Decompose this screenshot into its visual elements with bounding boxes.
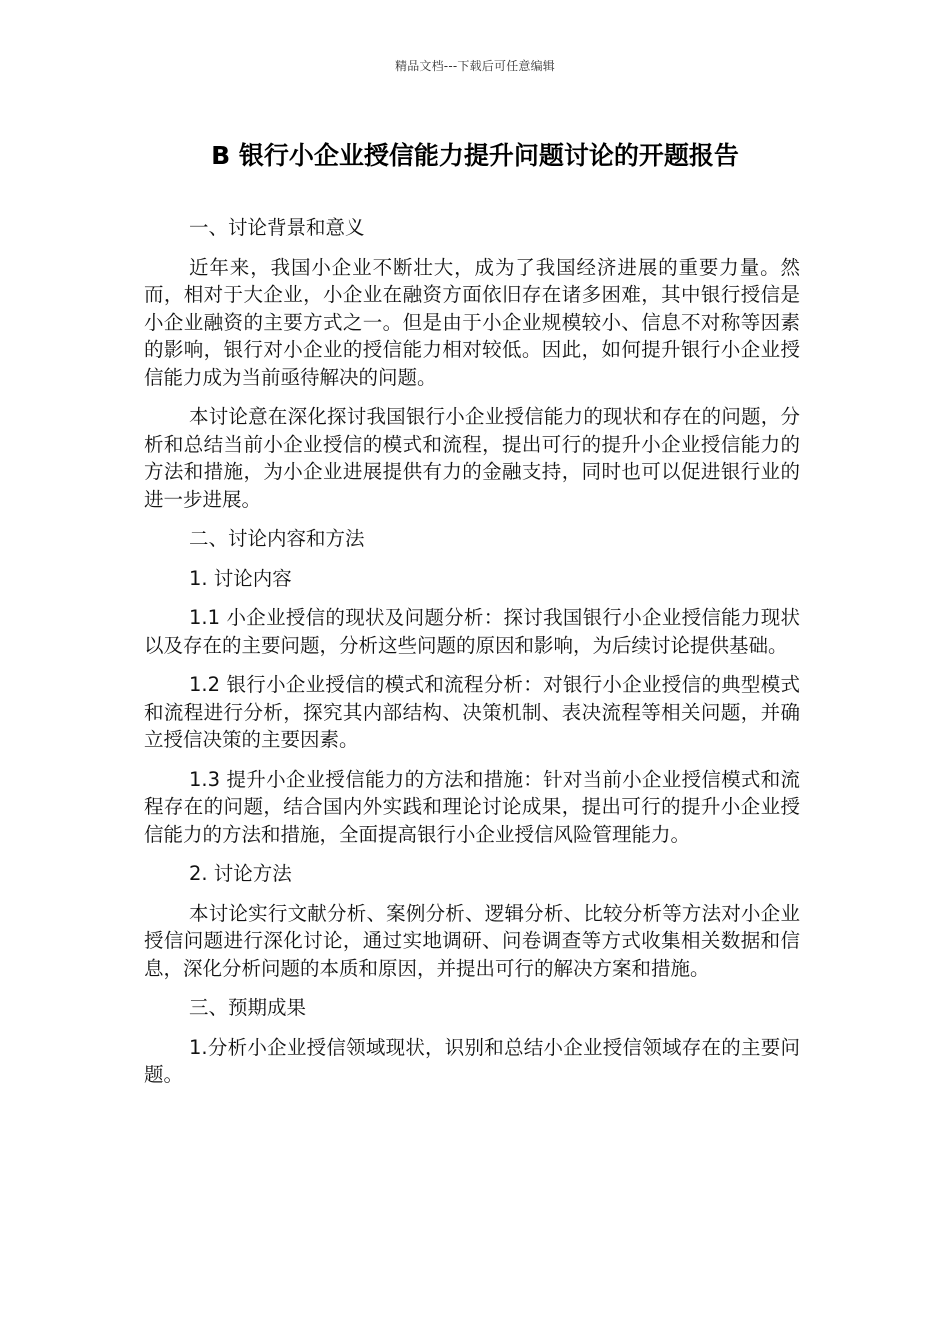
paragraph-content-1-3: 1.3 提升小企业授信能力的方法和措施：针对当前小企业授信模式和流程存在的问题，结合国内外实践和理论讨论成果，提出可行的提升小企业授信能力的方法和措施，全面提高银行小企业授信风险管理能力。	[144, 767, 800, 846]
section-heading-background: 一、讨论背景和意义	[189, 216, 365, 239]
subheading-method: 2. 讨论方法	[189, 862, 292, 885]
paragraph-background-1: 近年来，我国小企业不断壮大，成为了我国经济进展的重要力量。然而，相对于大企业，小企业在融资方面依旧存在诸多困难，其中银行授信是小企业融资的主要方式之一。但是由于小企业规模较小、信息不对称等因素的影响，银行对小企业的授信能力相对较低。因此，如何提升银行小企业授信能力成为当前亟待解决的问题。	[144, 255, 800, 389]
section-heading-content-method: 二、讨论内容和方法	[189, 527, 365, 550]
paragraph-content-1-1: 1.1 小企业授信的现状及问题分析：探讨我国银行小企业授信能力现状以及存在的主要问题，分析这些问题的原因和影响，为后续讨论提供基础。	[144, 606, 800, 657]
paragraph-method: 本讨论实行文献分析、案例分析、逻辑分析、比较分析等方法对小企业授信问题进行深化讨论，通过实地调研、问卷调查等方式收集相关数据和信息，深化分析问题的本质和原因，并提出可行的解决方案和措施。	[144, 901, 800, 980]
paragraph-content-1-2: 1.2 银行小企业授信的模式和流程分析：对银行小企业授信的典型模式和流程进行分析，探究其内部结构、决策机制、表决流程等相关问题，并确立授信决策的主要因素。	[144, 673, 800, 751]
document-title: B 银行小企业授信能力提升问题讨论的开题报告	[211, 141, 739, 170]
paragraph-background-2: 本讨论意在深化探讨我国银行小企业授信能力的现状和存在的问题，分析和总结当前小企业授信的模式和流程，提出可行的提升小企业授信能力的方法和措施，为小企业进展提供有力的金融支持，同时也可以促进银行业的进一步进展。	[144, 405, 800, 511]
subheading-content: 1. 讨论内容	[189, 566, 292, 590]
document-body	[144, 214, 800, 1101]
paragraph-expected-result-1: 1.分析小企业授信领域现状，识别和总结小企业授信领域存在的主要问题。	[144, 1035, 800, 1086]
section-heading-expected-results: 三、预期成果	[189, 996, 307, 1019]
header-note: 精品文档---下载后可任意编辑	[395, 59, 555, 73]
